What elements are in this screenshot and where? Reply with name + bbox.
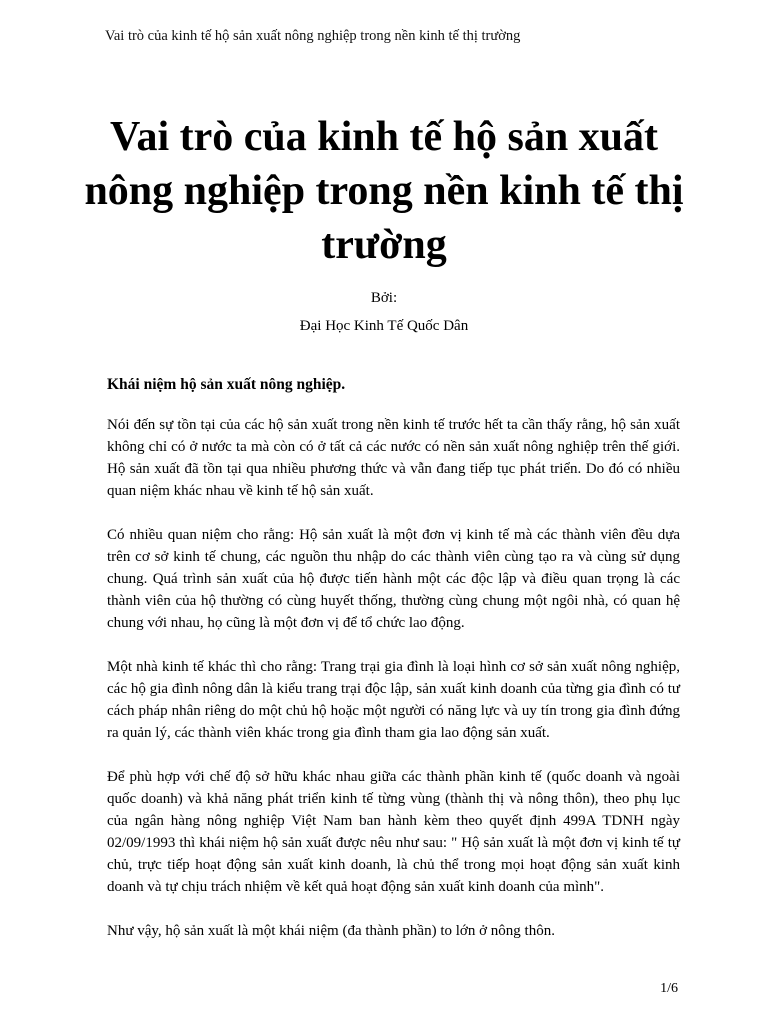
- body-text: [107, 414, 680, 964]
- author: Đại Học Kinh Tế Quốc Dân: [299, 318, 469, 334]
- paragraph: Có nhiều quan niệm cho rằng: Hộ sản xuất là một đơn vị kinh tế mà các thành viên đều dựa trên cơ sở kinh tế chung, các nguồn thu nhập do các thành viên cùng tạo ra và cùng sử dụng chung. Quá trình sản xuất của hộ được tiến hành một các độc lập và điều quan trọng là các thành viên của hộ thường có cùng huyết thống, thường cùng chung một ngôi nhà, có quan hệ chung với nhau, họ cũng là một đơn vị để tổ chức lao động.: [107, 527, 680, 631]
- paragraph: Để phù hợp với chế độ sở hữu khác nhau giữa các thành phần kinh tế (quốc doanh và ngoài quốc doanh) và khả năng phát triển kinh tế từng vùng (thành thị và nông thôn), theo phụ lục của ngân hàng nông nghiệp Việt Nam ban hành kèm theo quyết định 499A TDNH ngày 02/09/1993 thì khái niệm hộ sản xuất được nêu như sau: " Hộ sản xuất là một đơn vị kinh tế tự chủ, trực tiếp hoạt động sản xuất kinh doanh, là chủ thể trong mọi hoạt động sản xuất kinh doanh và tự chịu trách nhiệm về kết quả hoạt động sản xuất kinh doanh của mình".: [107, 769, 680, 895]
- by-label: Bởi:: [370, 290, 398, 306]
- document-title: Vai trò của kinh tế hộ sản xuất nông nghiệp trong nền kinh tế thị trường: [84, 114, 684, 268]
- paragraph: Một nhà kinh tế khác thì cho rằng: Trang trại gia đình là loại hình cơ sở sản xuất nông nghiệp, các hộ gia đình nông dân là kiểu trang trại độc lập, sản xuất kinh doanh của từng gia đình có tư cách pháp nhân riêng do một chủ hộ hoặc một người có năng lực và uy tín trong gia đình đứng ra quản lý, các thành viên khác trong gia đình tham gia lao động sản xuất.: [107, 659, 680, 741]
- section-heading: Khái niệm hộ sản xuất nông nghiệp.: [107, 376, 346, 393]
- paragraph: Nói đến sự tồn tại của các hộ sản xuất trong nền kinh tế trước hết ta cần thấy rằng, hộ sản xuất không chỉ có ở nước ta mà còn có ở tất cả các nước có nền sản xuất nông nghiệp trên thế giới. Hộ sản xuất đã tồn tại qua nhiều phương thức và vẫn đang tiếp tục phát triển. Do đó có nhiều quan niệm khác nhau về kinh tế hộ sản xuất.: [107, 417, 680, 499]
- running-header: Vai trò của kinh tế hộ sản xuất nông nghiệp trong nền kinh tế thị trường: [105, 28, 521, 44]
- page-number: 1/6: [660, 981, 678, 996]
- paragraph: Như vậy, hộ sản xuất là một khái niệm (đa thành phần) to lớn ở nông thôn.: [107, 923, 555, 939]
